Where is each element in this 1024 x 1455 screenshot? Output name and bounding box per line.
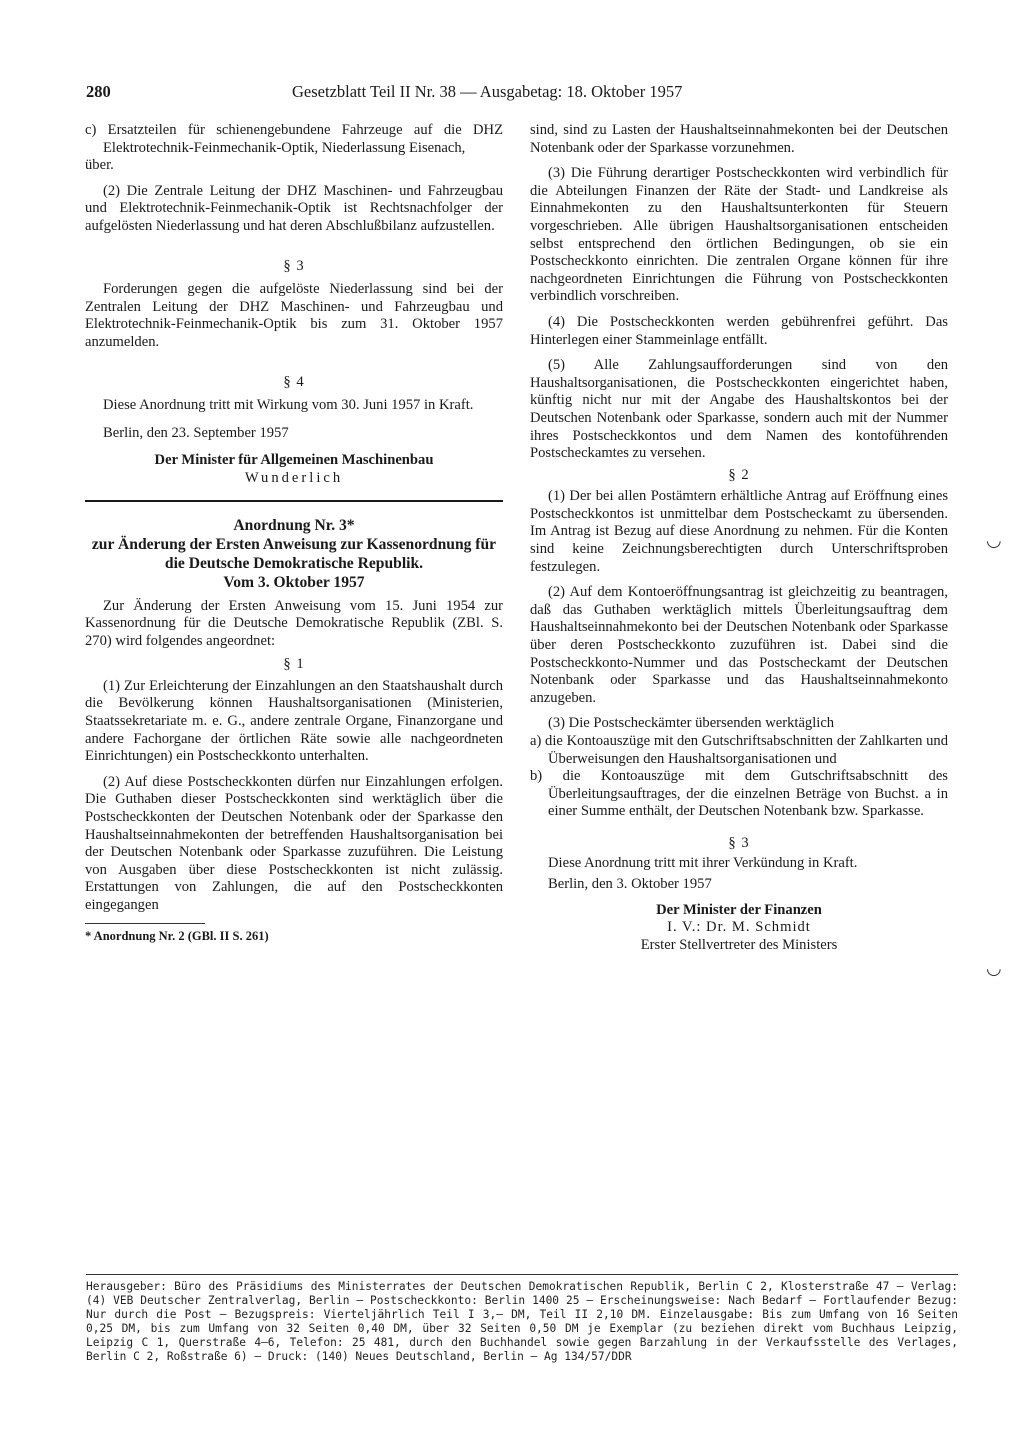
imprint: [86, 1280, 958, 1364]
paragraph-5: (5) Alle Zahlungsaufforderungen sind von den Haushaltsorganisationen, die Postscheckkonten eingerichtet haben, künftig nicht nur mit der Angabe des Haushaltskontos bei der Deutschen Notenbank oder Sparkasse, sondern auch mit der Nummer ihres Postscheckkontos und dem Namen des kontoführenden Postscheckamtes zu versehen.: [530, 357, 948, 462]
paragraph-4: (4) Die Postscheckkonten werden gebührenfrei geführt. Das Hinterlegen einer Stammeinlage entfällt.: [530, 313, 948, 348]
page-header: [86, 82, 956, 104]
section-2-item-b: b) die Kontoauszüge mit dem Gutschriftsabschnitt des Überleitungsauftrages, der die einzelnen Beträge von Buchst. a in einer Summe enthält, der Deutschen Notenbank bzw. Sparkasse.: [530, 768, 948, 820]
section-4-heading: § 4: [283, 373, 305, 390]
finance-signature: I. V.: Dr. M. Schmidt: [667, 919, 811, 936]
margin-mark-2: ◡: [986, 958, 1002, 978]
left-column: [85, 122, 503, 945]
section-1-heading: § 1: [283, 656, 305, 673]
minister-signature: Wunderlich: [244, 469, 344, 486]
section-2-item-a: a) die Kontoauszüge mit den Gutschriftsabschnitten der Zahlkarten und Überweisungen den Haushaltsorganisationen und: [530, 733, 948, 767]
right-column: [530, 122, 948, 955]
footnote: * Anordnung Nr. 2 (GBl. II S. 261): [85, 928, 269, 943]
paragraph-3: (3) Die Führung derartiger Postscheckkonten wird verbindlich für die Abteilungen Finanzen der Räte der Stadt- und Landkreise als Einnahmekonten zu den Haushaltsunterkonten für Steuern vorgeschrieben. Alle übrigen Haushaltsorganisationen entscheiden selbst entsprechend den örtlichen Bedingungen, ob sie ein Postscheckkonto einrichten. Die zentralen Organe können für ihre nachgeordneten Einrichtungen die Führung von Postscheckkonten verbindlich vorschreiben.: [530, 165, 948, 305]
section-1-paragraph-2: (2) Auf diese Postscheckkonten dürfen nur Einzahlungen erfolgen. Die Guthaben dieser Postscheckkonten sind werktäglich über die Postscheckkonten der Deutschen Notenbank oder der Sparkasse den Haushaltseinnahmekonten der betreffenden Haushaltsorganisation bei der Deutschen Notenbank oder Sparkasse zuzuführen. Die Leistung von Ausgaben über diese Postscheckkonten ist nicht zulässig. Erstattungen von Zahlungen, die auf den Postscheckkonten eingegangen: [85, 773, 503, 913]
section-3-text: Forderungen gegen die aufgelöste Niederlassung sind bei der Zentralen Leitung der DHZ Maschinen- und Fahrzeugbau und Elektrotechnik-Feinmechanik-Optik bis zum 31. Oktober 1957 anzumelden.: [85, 281, 503, 350]
ordinance-intro: Zur Änderung der Ersten Anweisung vom 15. Juni 1954 zur Kassenordnung für die Deutsche Demokratische Republik (ZBl. S. 270) wird folgendes angeordnet:: [85, 597, 503, 649]
finance-minister-title: Der Minister der Finanzen: [656, 901, 822, 918]
section-3-heading: § 3: [283, 257, 305, 274]
section-2-paragraph-2: (2) Auf dem Kontoeröffnungsantrag ist gleichzeitig zu beantragen, daß das Guthaben werktäglich mittels Überleitungsauftrag dem Haushaltseinnahmekonto bei der Deutschen Notenbank oder Sparkasse über deren Postscheckkonto zuzuführen ist. Dabei sind die Postscheckkonto-Nummer und das Postscheckamt der Deutschen Notenbank oder Sparkasse und das Haushaltseinnahmekonto anzugeben.: [530, 584, 948, 706]
section-3-text-right: Diese Anordnung tritt mit ihrer Verkündung in Kraft.: [548, 854, 858, 871]
item-c: c) Ersatzteilen für schienengebundene Fahrzeuge auf die DHZ Elektrotechnik-Feinmechanik-Optik, Niederlassung Eisenach,: [85, 122, 503, 156]
section-2-paragraph-1: (1) Der bei allen Postämtern erhältliche Antrag auf Eröffnung eines Postscheckkontos ist unmittelbar dem Postscheckamt zu übersenden. Im Antrag ist Bezug auf diese Anordnung zu nehmen. Für die Konten sind keine Zeichnungsberechtigten durch Unterschriftsproben festzulegen.: [530, 488, 948, 575]
margin-mark: ◡: [986, 530, 1002, 550]
separator-rule: [85, 500, 503, 502]
ordinance-date: Vom 3. Oktober 1957: [223, 573, 365, 591]
ueber-line: über.: [85, 157, 114, 174]
running-title: Gesetzblatt Teil II Nr. 38 — Ausgabetag: 18. Oktober 1957: [292, 82, 683, 101]
page-number: 280: [86, 82, 111, 101]
footnote-rule: [85, 923, 205, 924]
signature-role: Erster Stellvertreter des Ministers: [640, 936, 838, 953]
section-3-heading-right: § 3: [728, 834, 750, 851]
minister-title: Der Minister für Allgemeinen Maschinenbau: [154, 452, 434, 469]
section-4-text: Diese Anordnung tritt mit Wirkung vom 30. Juni 1957 in Kraft.: [103, 397, 474, 414]
imprint-text: Herausgeber: Büro des Präsidiums des Ministerrates der Deutschen Demokratischen Republik, Berlin C 2, Klosterstraße 47 — Verlag: (4) VEB Deutscher Zentralverlag, Berlin — Postscheckkonto: Berlin 1400 25 — Erscheinungsweise: Nach Bedarf — Fortlaufender Bezug: Nur durch die Post — Bezugspreis: Vierteljährlich Teil I 3,— DM, Teil II 2,10 DM. Einzelausgabe: Bis zum Umfang von 16 Seiten 0,25 DM, bis zum Umfang von 32 Seiten 0,40 DM, über 32 Seiten 0,50 DM je Exemplar (zu beziehen direkt vom Buchhaus Leipzig, Leipzig C 1, Querstraße 4—6, Telefon: 25 481, durch den Buchhandel sowie gegen Barzahlung in der Verkaufsstelle des Verlages, Berlin C 2, Roßstraße 6) — Druck: (140) Neues Deutschland, Berlin — Ag 134/57/DDR: [86, 1280, 958, 1363]
imprint-rule: [86, 1274, 958, 1275]
paragraph-2: (2) Die Zentrale Leitung der DHZ Maschinen- und Fahrzeugbau und Elektrotechnik-Feinmechanik-Optik ist Rechtsnachfolger der aufgelösten Niederlassung und hat deren Abschlußbilanz aufzustellen.: [85, 182, 503, 234]
ordinance-subtitle: zur Änderung der Ersten Anweisung zur Kassenordnung für die Deutsche Demokratische Republik.: [91, 535, 497, 572]
continuation-text: sind, sind zu Lasten der Haushaltseinnahmekonten bei der Deutschen Notenbank oder der Sparkasse vorzunehmen.: [530, 122, 948, 156]
ordinance-title: Anordnung Nr. 3*: [233, 516, 355, 534]
section-2-heading: § 2: [728, 466, 750, 483]
section-1-paragraph-1: (1) Zur Erleichterung der Einzahlungen an den Staatshaushalt durch die Bevölkerung können Haushaltsorganisationen (Ministerien, Staatssekretariate m. e. G., andere zentrale Organe, Finanzorgane und andere Fachorgane der örtlichen Räte sowie alle nachgeordneten Einrichtungen) ein Postscheckkonto unterhalten.: [85, 677, 503, 765]
section-2-paragraph-3: (3) Die Postscheckämter übersenden werktäglich: [548, 715, 835, 732]
place-date: Berlin, den 23. September 1957: [103, 424, 289, 441]
place-date-right: Berlin, den 3. Oktober 1957: [548, 876, 712, 893]
